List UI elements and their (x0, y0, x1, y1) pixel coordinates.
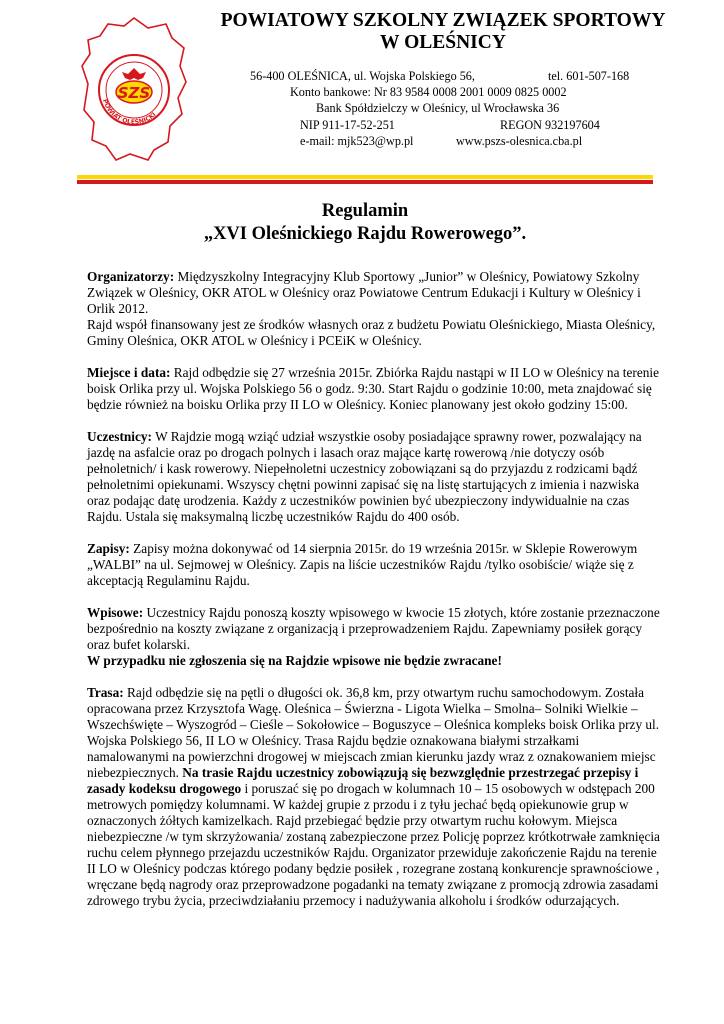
contact-block (250, 68, 680, 149)
phone: tel. 601-507-168 (548, 69, 630, 83)
no-refund-notice: W przypadku nie zgłoszenia się na Rajdzie wpisowe nie będzie zwracane! (87, 653, 502, 668)
section-label: Trasa: (87, 685, 124, 700)
website: www.pszs-olesnica.cba.pl (456, 133, 583, 148)
section-registration: Zapisy: Zapisy można dokonywać od 14 sierpnia 2015r. do 19 września 2015r. w Sklepie Rowerowym „WALBI” na ul. Sejmowej w Oleśnicy. Zapis na liście uczestników Rajdu /tylko osobiście/ wiąże się z akceptacją Regulaminu Rajdu. (87, 541, 638, 588)
header-divider-yellow (77, 175, 653, 179)
funding-text: Rajd współ finansowany jest ze środków własnych oraz z budżetu Powiatu Oleśnickiego, Miasta Oleśnicy, Gminy Oleśnica, OKR ATOL w Oleśnicy i PCEiK w Oleśnicy. (87, 317, 656, 348)
section-label: Zapisy: (87, 541, 130, 556)
section-label: Organizatorzy: (87, 269, 175, 284)
bank-name: Bank Spółdzielczy w Oleśnicy, ul Wrocławska 36 (316, 101, 560, 116)
org-title-line1: POWIATOWY SZKOLNY ZWIĄZEK SPORTOWY (220, 10, 666, 31)
section-fee: Wpisowe: Uczestnicy Rajdu ponoszą koszty wpisowego w kwocie 15 złotych, które zostanie przeznaczone bezpośrednio na koszty związane z organizacją i przeprowadzeniem Rajdu. Zapewniamy posiłek gorący oraz bufet kolarski. W przypadku nie zgłoszenia się na Rajdzie wpisowe nie będzie zwracane! (87, 605, 660, 668)
section-place-date: Miejsce i data: Rajd odbędzie się 27 września 2015r. Zbiórka Rajdu nastąpi w II LO w Oleśnicy na terenie boisk Orlika przy ul. Wojska Polskiego 56 o godz. 9:30. Start Rajdu o godzinie 10:00, meta znajdować się będzie również na boisku Orlika przy II LO w Oleśnicy. Koniec planowany jest około godziny 15:00. (87, 365, 659, 412)
regon: REGON 932197604 (500, 117, 600, 132)
logo-ring-text: POWIAT OLEŚNICKI (101, 98, 158, 127)
organization-title (196, 10, 690, 54)
traffic-rule-notice: Na trasie Rajdu uczestnicy zobowiązują się bezwzględnie przestrzegać przepisy i zasady kodeksu drogowego (87, 765, 639, 796)
section-label: Uczestnicy: (87, 429, 152, 444)
header-divider-red (77, 180, 653, 184)
pszs-logo (78, 14, 190, 164)
section-participants: Uczestnicy: W Rajdzie mogą wziąć udział wszystkie osoby posiadające sprawny rower, pozwalający na jazdę na asfalcie oraz po drogach polnych i lasach oraz mające kartę rowerową /nie dotyczy osób pełnoletnich/ i kask rowerowy. Niepełnoletni uczestnicy zobowiązani są do przyjazdu z rodzicami bądź pełnoletnimi opiekunami. Wszyscy chętni powinni zapisać się na listę startujących z imienia i nazwiska oraz podając datę urodzenia. Każdy z uczestników powinien być ubezpieczony indywidualnie na czas Rajdu. Ustala się maksymalną liczbę uczestników Rajdu do 400 osób. (87, 429, 642, 524)
section-label: Wpisowe: (87, 605, 144, 620)
email: e-mail: mjk523@wp.pl (300, 133, 414, 148)
bank-account: Konto bankowe: Nr 83 9584 0008 2001 0009 0825 0002 (290, 85, 567, 100)
section-label: Miejsce i data: (87, 365, 171, 380)
org-title-line2: W OLEŚNICY (380, 32, 506, 53)
section-organizers: Organizatorzy: Międzyszkolny Integracyjny Klub Sportowy „Junior” w Oleśnicy, Powiatowy Szkolny Związek w Oleśnicy, OKR ATOL w Oleśnicy oraz Powiatowe Centrum Edukacji i Kultury w Oleśnicy i Orlik 2012. Rajd współ finansowany jest ze środków własnych oraz z budżetu Powiatu Oleśnickiego, Miasta Oleśnicy, Gminy Oleśnica, OKR ATOL w Oleśnicy i PCEiK w Oleśnicy. (87, 269, 656, 348)
regulations-body (87, 269, 663, 925)
section-route: Trasa: Rajd odbędzie się na pętli o długości ok. 36,8 km, przy otwartym ruchu samochodowym. Została opracowana przez Krzysztofa Wagę. Oleśnica – Świerzna - Ligota Wielka – Smolna– Solniki Wielkie – Wszechświęte – Wyszogród – Cieśle – Sokołowice – Boguszyce – Oleśnica kompleks boisk Orlika przy ul. Wojska Polskiego 56, II LO w Oleśnicy. Trasa Rajdu będzie oznakowana białymi strzałkami namalowanymi na powierzchni drogowej w miejscach zmian kierunku jazdy wraz z oznakowaniem miejsc niebezpiecznych. Na trasie Rajdu uczestnicy zobowiązują się bezwzględnie przestrzegać przepisy i zasady kodeksu drogowego i poruszać się po drogach w kolumnach 10 – 15 osobowych w odstępach 200 metrowych pomiędzy kolumnami. W każdej grupie z przodu i z tyłu jechać będą opiekunowie grup w oznaczonych żółtych kamizelkach. Rajd przebiegać będzie przy otwartym ruchu kołowym. Miejsca niebezpieczne /w tym skrzyżowania/ zostaną zabezpieczone przez Policję poprzez krótkotrwałe zamknięcia ruchu celem płynnego przejazdu uczestników Rajdu. Organizator przewiduje zakończenie Rajdu na terenie II LO w Oleśnicy podczas którego podany będzie posiłek , rozegrane zostaną konkurencje sprawnościowe , wręczane będą nagrody oraz przeprowadzone pogadanki na tematy związane z promocją zdrowia zasadami zdrowego trybu życia, przeciwdziałaniu przemocy i nadużywania alkoholu i środków odurzających. (87, 685, 660, 908)
logo-text: SZS (117, 84, 151, 102)
nip: NIP 911-17-52-251 (300, 117, 395, 132)
address: 56-400 OLEŚNICA, ul. Wojska Polskiego 56, (250, 69, 475, 83)
document-title (70, 200, 660, 246)
doc-title-line1: Regulamin (321, 201, 409, 221)
doc-title-line2: „XVI Oleśnickiego Rajdu Rowerowego”. (203, 224, 527, 244)
